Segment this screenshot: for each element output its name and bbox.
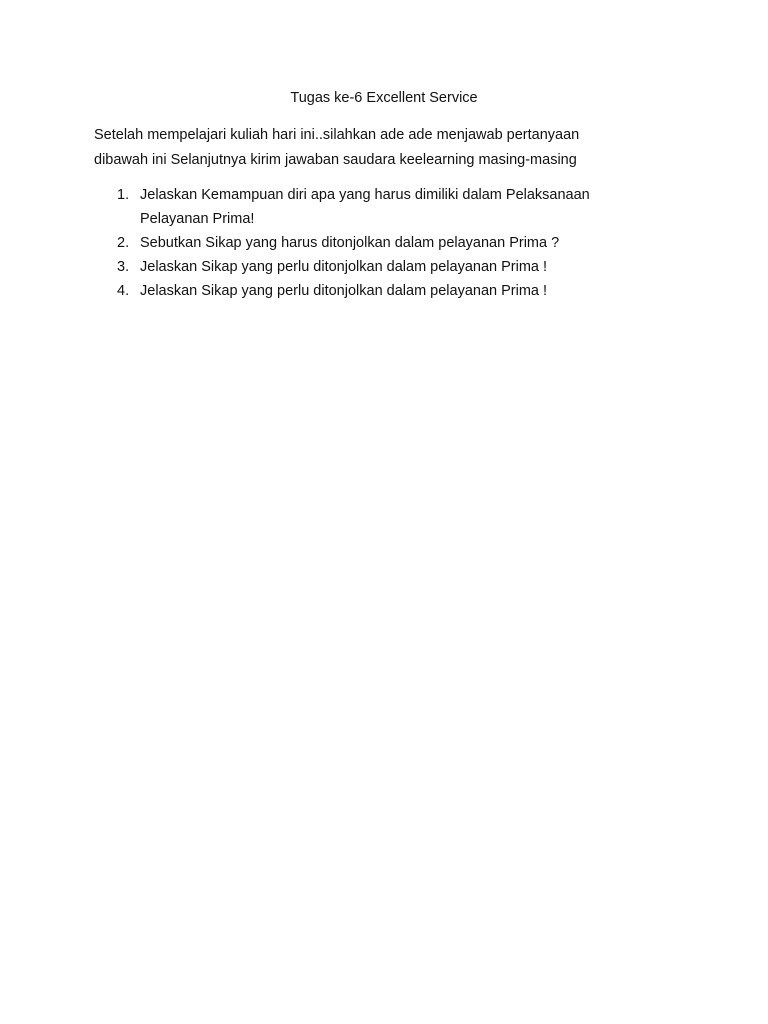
list-number: 2. (117, 235, 130, 251)
question-text: Sebutkan Sikap yang harus ditonjolkan dalam pelayanan Prima ? (140, 235, 560, 251)
document-title: Tugas ke-6 Excellent Service (290, 90, 478, 106)
list-number: 3. (117, 259, 130, 275)
question-text: Jelaskan Sikap yang perlu ditonjolkan dalam pelayanan Prima ! (140, 259, 548, 275)
question-text: Jelaskan Kemampuan diri apa yang harus dimiliki dalam Pelaksanaan (140, 187, 590, 203)
intro-line: Setelah mempelajari kuliah hari ini..silahkan ade ade menjawab pertanyaan (94, 127, 580, 143)
list-number: 1. (117, 187, 130, 203)
intro-line: dibawah ini Selanjutnya kirim jawaban saudara keelearning masing-masing (94, 152, 577, 168)
list-number: 4. (117, 283, 130, 299)
question-text: Jelaskan Sikap yang perlu ditonjolkan dalam pelayanan Prima ! (140, 283, 548, 299)
question-text: Pelayanan Prima! (140, 211, 255, 227)
